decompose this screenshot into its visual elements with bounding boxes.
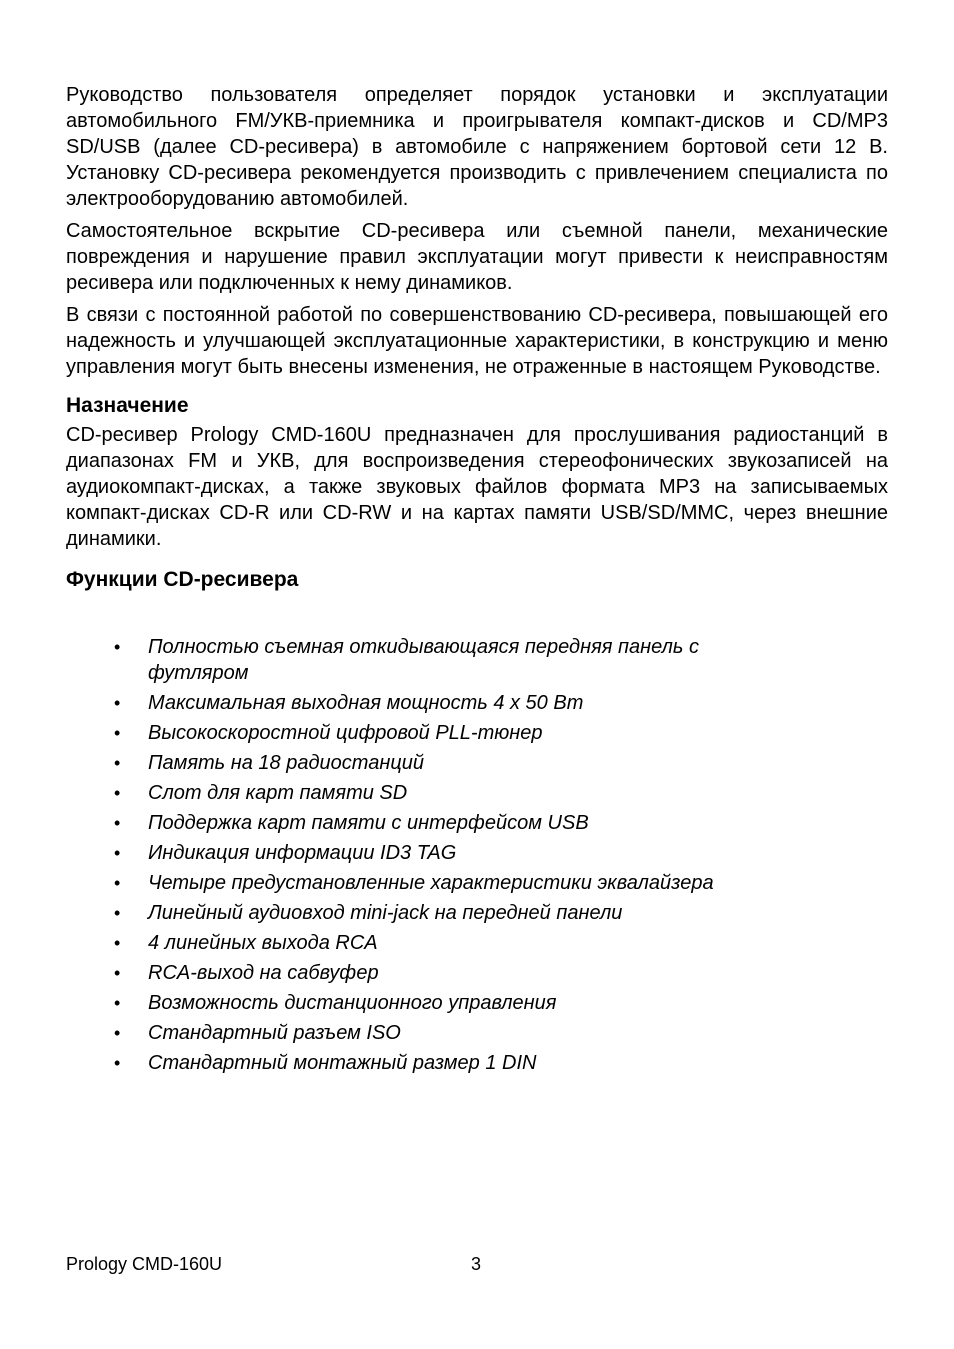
bullet-icon: • [114,963,121,983]
list-item-text: Стандартный разъем ISO [148,1022,401,1044]
list-item-text: Возможность дистанционного управления [148,992,557,1014]
bullet-icon: • [114,873,121,893]
list-item-text: Память на 18 радиостанций [148,752,425,774]
bullet-icon: • [114,843,121,863]
list-item-text: 4 линейных выхода RCA [148,932,378,954]
list-item [66,870,768,896]
intro-paragraph-2: Самостоятельное вскрытие CD-ресивера или съемной панели, механические повреждения и нарушение правил эксплуатации могут привести к неисправностям ресивера или подключенных к нему динамиков. [66,220,888,294]
list-item-text: Слот для карт памяти SD [148,782,408,804]
list-item [66,930,768,956]
bullet-icon: • [114,993,121,1013]
intro-paragraph-3: В связи с постоянной работой по совершенствованию CD-ресивера, повышающей его надежность и улучшающей эксплуатационные характеристики, в конструкцию и меню управления могут быть внесены изменения, не отраженные в настоящем Руководстве. [66,304,888,378]
bullet-icon: • [114,903,121,923]
list-item-text: Стандартный монтажный размер 1 DIN [148,1052,537,1074]
list-item [66,1050,768,1076]
bullet-icon: • [114,693,121,713]
list-item-text: Максимальная выходная мощность 4 х 50 Вт [148,692,584,714]
list-item-text: Поддержка карт памяти с интерфейсом USB [148,812,589,834]
list-item [66,990,768,1016]
list-item [66,900,768,926]
list-item-text: RCA-выход на сабвуфер [148,962,379,984]
bullet-icon: • [114,723,121,743]
bullet-icon: • [114,637,121,657]
list-item-text: Полностью съемная откидывающаяся передняя панель с футляром [148,636,699,684]
list-item-text: Высокоскоростной цифровой PLL-тюнер [148,722,543,744]
intro-paragraph-1: Руководство пользователя определяет порядок установки и эксплуатации автомобильного FM/УКВ-приемника и проигрывателя компакт-дисков и CD/MP3 SD/USB (далее CD-ресивера) в автомобиле с напряжением бортовой сети 12 В. Установку CD-ресивера рекомендуется производить с привлечением специалиста по электрооборудованию автомобилей. [66,84,888,210]
bullet-icon: • [114,1053,121,1073]
document-page [66,82,888,1080]
list-item [66,1020,768,1046]
list-item [66,720,768,746]
bullet-icon: • [114,813,121,833]
list-item [66,840,768,866]
purpose-paragraph: CD-ресивер Prology CMD-160U предназначен для прослушивания радиостанций в диапазонах FM и УКВ, для воспроизведения стереофонических звукозаписей на аудиокомпакт-дисках, а также звуковых файлов формата MP3 на записываемых компакт-дисках CD-R или CD-RW и на картах памяти USB/SD/MMC, через внешние динамики. [66,424,888,550]
bullet-icon: • [114,783,121,803]
list-item [66,634,768,686]
purpose-heading: Назначение [66,394,189,417]
features-list [66,634,888,1076]
bullet-icon: • [114,933,121,953]
list-item [66,750,768,776]
bullet-icon: • [114,1023,121,1043]
list-item [66,780,768,806]
list-item-text: Индикация информации ID3 TAG [148,842,457,864]
list-item [66,690,768,716]
list-item-text: Линейный аудиовход mini-jack на передней панели [148,902,623,924]
bullet-icon: • [114,753,121,773]
page-number: 3 [471,1254,482,1274]
functions-heading: Функции CD-ресивера [66,568,299,591]
page-footer [66,1252,888,1276]
list-item [66,960,768,986]
list-item-text: Четыре предустановленные характеристики эквалайзера [148,872,714,894]
footer-model-name: Prology CMD-160U [66,1254,223,1274]
list-item [66,810,768,836]
